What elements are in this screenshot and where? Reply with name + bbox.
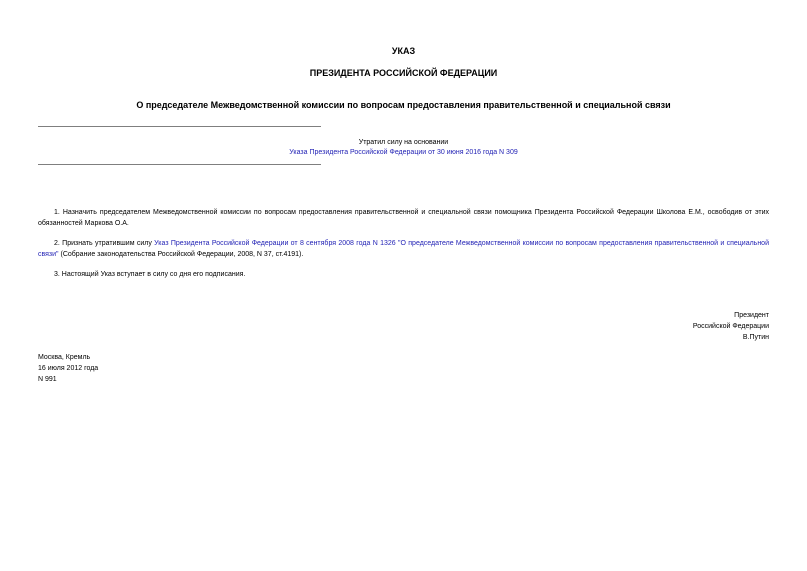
document-type-heading: УКАЗ xyxy=(391,46,416,56)
paragraph-2 xyxy=(38,238,769,260)
lapse-notice-line xyxy=(0,148,807,158)
paragraph-2-suffix: (Собрание законодательства Российской Федерации, 2008, N 37, ст.4191). xyxy=(58,251,304,258)
signature-name: В.Путин xyxy=(742,334,769,341)
signature-country: Российской Федерации xyxy=(692,323,769,330)
signing-date: 16 июля 2012 года xyxy=(38,365,99,372)
issuer-heading: ПРЕЗИДЕНТА РОССИЙСКОЙ ФЕДЕРАЦИИ xyxy=(309,68,498,78)
signing-place: Москва, Кремль xyxy=(38,354,91,361)
signature-title: Президент xyxy=(734,312,769,319)
paragraph-2-prefix: 2. Признать утратившим силу xyxy=(54,240,155,247)
paragraph-1: 1. Назначить председателем Межведомственной комиссии по вопросам предоставления правительственной и специальной связи помощника Президента Российской Федерации Школова Е.М., освободив от этих обязанностей Маркова О.А. xyxy=(38,209,769,227)
lapse-notice-link[interactable]: Указа Президента Российской Федерации от 30 июня 2016 года N 309 xyxy=(289,149,518,156)
document-title: О председателе Межведомственной комиссии по вопросам предоставления правительственной и специальной связи xyxy=(136,100,671,110)
lapse-notice-text: Утратил силу на основании xyxy=(358,139,449,146)
document-number: N 991 xyxy=(38,376,57,383)
paragraph-3: 3. Настоящий Указ вступает в силу со дня его подписания. xyxy=(54,271,246,278)
divider-bottom xyxy=(38,164,321,165)
repealed-decree-link[interactable]: Указ Президента Российской Федерации от 8 сентября 2008 года N 1326 "О председателе Межведомственной комиссии по вопросам предоставления правительственной и специальной связи" xyxy=(38,240,769,258)
divider-top xyxy=(38,126,321,127)
